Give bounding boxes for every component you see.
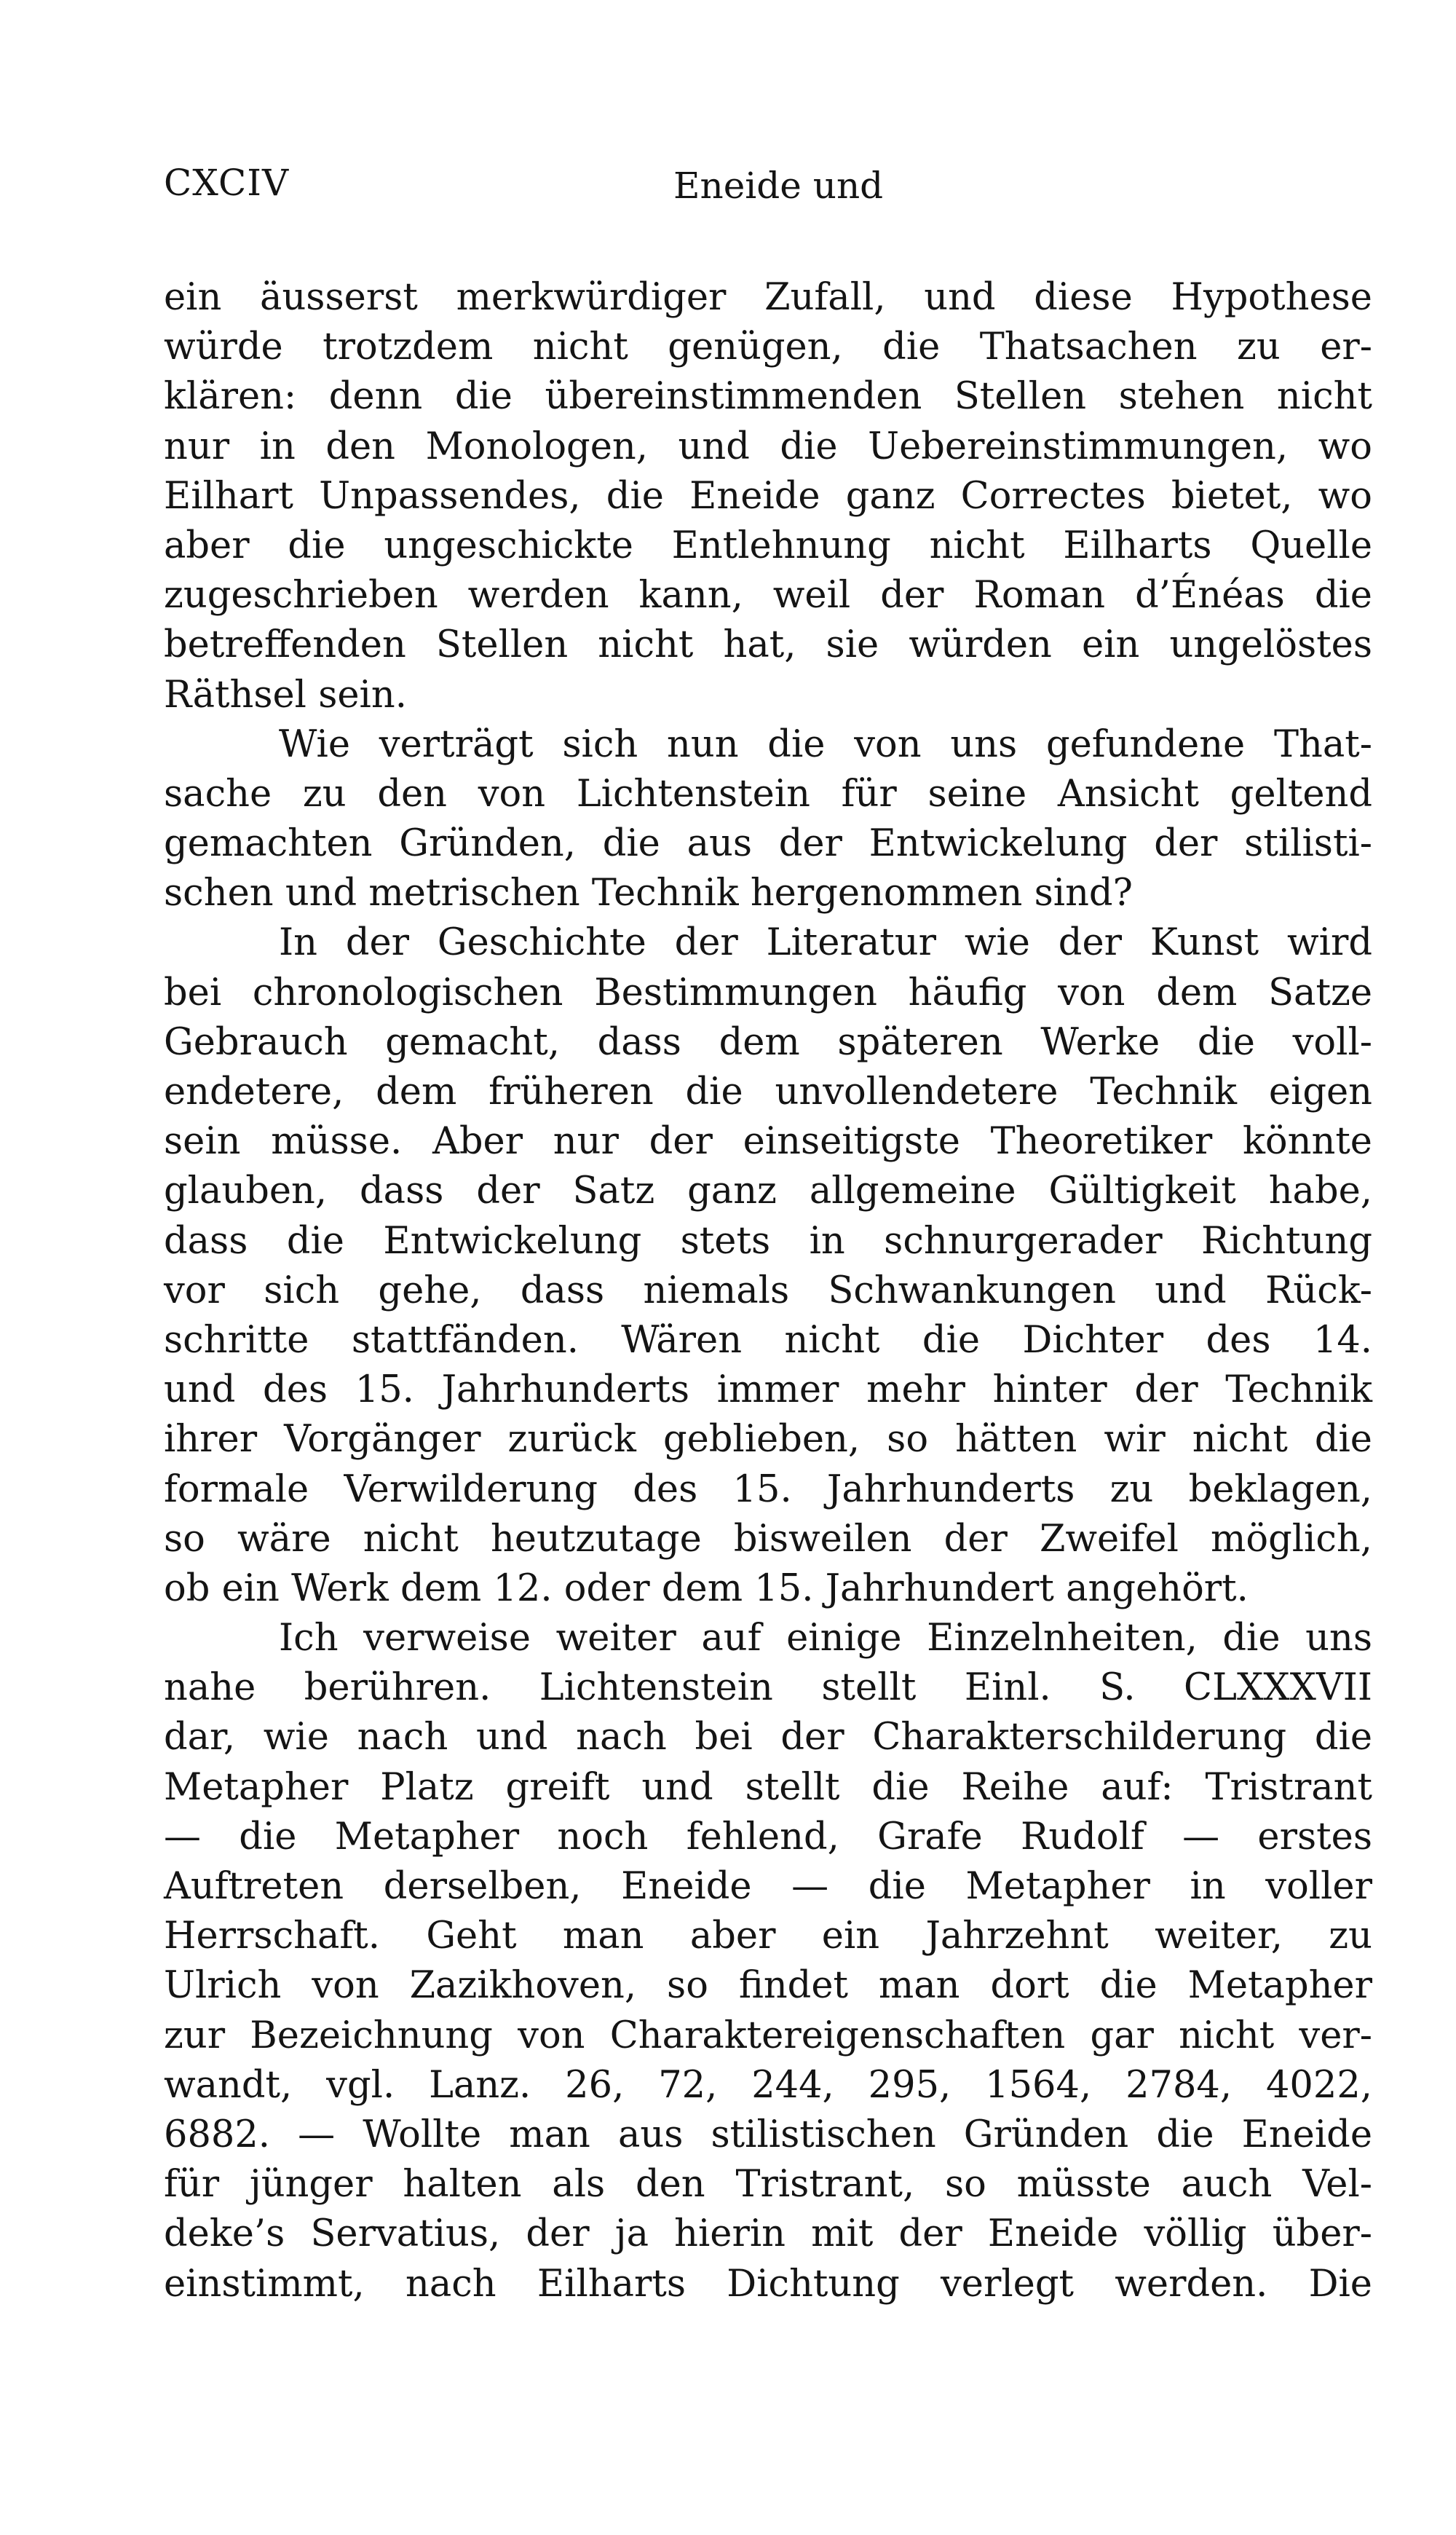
text-line: Ich verweise weiter auf einige Einzelnheiten, die uns [279,1617,1372,1660]
text-line: formale Verwilderung des 15. Jahrhunderts zu beklagen, [164,1467,1372,1511]
text-line: — die Metapher noch fehlend, Grafe Rudolf — erstes [164,1815,1372,1858]
text-line: Auftreten derselben, Eneide — die Metapher in voller [164,1865,1372,1908]
text-line: Gebrauch gemacht, dass dem späteren Werke die voll- [164,1020,1372,1064]
text-line: wandt, vgl. Lanz. 26, 72, 244, 295, 1564, 2784, 4022, [164,2063,1372,2107]
text-line: Herrschaft. Geht man aber ein Jahrzehnt weiter, zu [164,1915,1372,1958]
text-line: glauben, dass der Satz ganz allgemeine Gültigkeit habe, [164,1170,1372,1213]
text-line: In der Geschichte der Literatur wie der Kunst wird [279,921,1372,965]
text-line: dar, wie nach und nach bei der Charakterschilderung die [164,1716,1372,1759]
text-line: Räthsel sein. [164,673,407,717]
text-line: schen und metrischen Technik hergenommen sind? [164,872,1133,915]
text-line: deke’s Servatius, der ja hierin mit der Eneide völlig über- [164,2212,1372,2256]
text-line: klären: denn die übereinstimmenden Stellen stehen nicht [164,375,1372,419]
text-line: so wäre nicht heutzutage bisweilen der Zweifel möglich, [164,1517,1372,1561]
text-line: sache zu den von Lichtenstein für seine Ansicht geltend [164,772,1372,816]
text-line: aber die ungeschickte Entlehnung nicht Eilharts Quelle [164,524,1372,567]
text-line: endetere, dem früheren die unvollendetere Technik eigen [164,1071,1372,1113]
text-line: Wie verträgt sich nun die von uns gefundene That- [279,722,1372,766]
running-head: Eneide und [673,165,884,207]
text-line: zugeschrieben werden kann, weil der Roman d’Énéas die [164,574,1372,618]
page-number: CXCIV [164,162,290,204]
text-line: 6882. — Wollte man aus stilistischen Gründen die Eneide [164,2113,1372,2156]
text-line: nahe berühren. Lichtenstein stellt Einl. S. CLXXXVII [164,1666,1372,1710]
text-line: dass die Entwickelung stets in schnurgerader Richtung [164,1219,1372,1263]
text-line: würde trotzdem nicht genügen, die Thatsachen zu er- [164,326,1372,369]
text-line: vor sich gehe, dass niemals Schwankungen und Rück- [164,1269,1372,1312]
text-line: ihrer Vorgänger zurück geblieben, so hätten wir nicht die [164,1418,1372,1462]
text-line: betreffenden Stellen nicht hat, sie würden ein ungelöstes [164,623,1372,667]
text-line: bei chronologischen Bestimmungen häufig von dem Satze [164,971,1372,1014]
text-line: Eilhart Unpassendes, die Eneide ganz Correctes bietet, wo [164,474,1372,518]
text-line: und des 15. Jahrhunderts immer mehr hinter der Technik [164,1368,1372,1412]
text-line: nur in den Monologen, und die Uebereinstimmungen, wo [164,425,1372,468]
text-line: für jünger halten als den Tristrant, so müsste auch Vel- [164,2163,1372,2207]
text-line: Ulrich von Zazikhoven, so findet man dort die Metapher [164,1964,1372,2008]
text-line: gemachten Gründen, die aus der Entwickelung der stilisti- [164,822,1372,866]
text-line: schritte stattfänden. Wären nicht die Dichter des 14. [164,1318,1372,1362]
text-line: Metapher Platz greift und stellt die Reihe auf: Tristrant [164,1765,1372,1809]
text-line: einstimmt, nach Eilharts Dichtung verlegt werden. Die [164,2262,1372,2306]
text-line: zur Bezeichnung von Charaktereigenschaften gar nicht ver- [164,2014,1372,2057]
text-line: ob ein Werk dem 12. oder dem 15. Jahrhundert angehört. [164,1566,1249,1610]
page-header [164,162,1372,213]
text-line: sein müsse. Aber nur der einseitigste Theoretiker könnte [164,1120,1372,1164]
body-text [164,273,1372,2309]
text-line: ein äusserst merkwürdiger Zufall, und diese Hypothese [164,276,1372,319]
